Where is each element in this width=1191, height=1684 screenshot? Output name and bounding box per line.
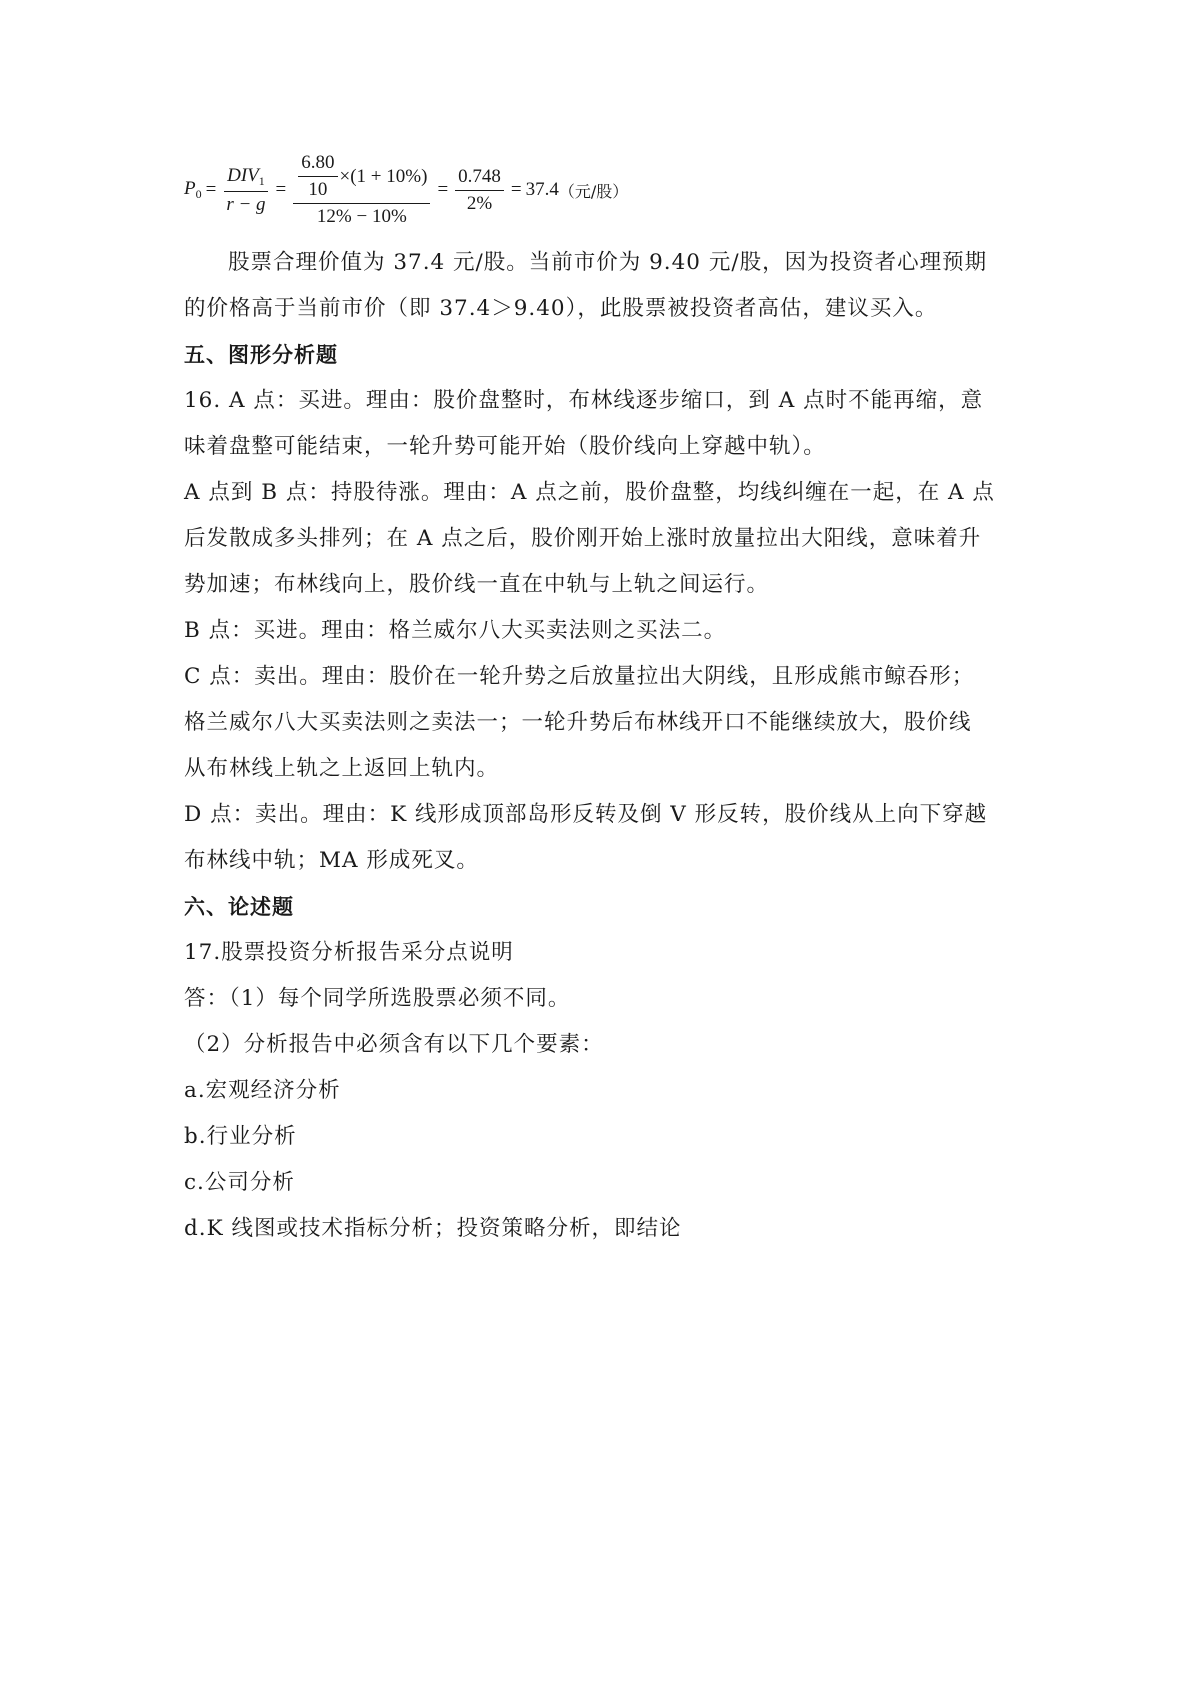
paragraph-line: （2）分析报告中必须含有以下几个要素： (184, 1032, 604, 1057)
paragraph-line: 后发散成多头排列；在 A 点之后，股价刚开始上涨时放量拉出大阳线，意味着升 (184, 526, 982, 551)
paragraph-line: A 点到 B 点：持股待涨。理由：A 点之前，股价盘整，均线纠缠在一起，在 A 点 (184, 480, 995, 505)
equals-sign: = (437, 179, 449, 200)
equals-sign: = (510, 179, 522, 200)
formula-result: 37.4 (525, 179, 559, 200)
paragraph-line: 势加速；布林线向上，股价线一直在中轨与上轨之间运行。 (184, 572, 770, 597)
dividend-formula (184, 150, 628, 230)
section-heading: 五、图形分析题 (184, 343, 338, 367)
fraction-0748-over-2pct: $\frac{0.748}{2\%}$ (455, 166, 504, 215)
equals-sign: = (205, 179, 217, 200)
list-item: d.K 线图或技术指标分析；投资策略分析，即结论 (184, 1216, 682, 1241)
paragraph-line: 16. A 点：买进。理由：股价盘整时，布林线逐步缩口，到 A 点时不能再缩，意 (184, 388, 984, 413)
paragraph-line: 答：（1）每个同学所选股票必须不同。 (184, 986, 571, 1011)
formula-unit: （元/股） (558, 181, 629, 201)
list-item: a.宏观经济分析 (184, 1078, 341, 1103)
fraction-div-over-rg: $\frac{DIV_1}{r - g}$ (223, 165, 268, 216)
list-item: b.行业分析 (184, 1124, 297, 1149)
paragraph-line: 股票合理价值为 37.4 元/股。当前市价为 9.40 元/股，因为投资者心理预期 (228, 250, 988, 275)
paragraph-line: 味着盘整可能结束，一轮升势可能开始（股价线向上穿越中轨）。 (184, 434, 826, 459)
equals-sign: = (275, 179, 287, 200)
list-item: c.公司分析 (184, 1170, 295, 1195)
paragraph-line: 布林线中轨；MA 形成死叉。 (184, 848, 479, 873)
fraction-680-over-10: $\frac{6.80}{10}$ (298, 152, 337, 201)
paragraph-line: 的价格高于当前市价（即 37.4＞9.40），此股票被投资者高估，建议买入。 (184, 296, 938, 321)
paragraph-line: 从布林线上轨之上返回上轨内。 (184, 756, 500, 781)
paragraph-line: D 点：卖出。理由：K 线形成顶部岛形反转及倒 V 形反转，股价线从上向下穿越 (184, 802, 988, 827)
section-heading: 六、论述题 (184, 895, 294, 919)
paragraph-line: 格兰威尔八大买卖法则之卖法一；一轮升势后布林线开口不能继续放大，股价线 (184, 710, 972, 735)
paragraph-line: C 点：卖出。理由：股价在一轮升势之后放量拉出大阴线，且形成熊市鲸吞形； (184, 664, 975, 689)
paragraph-line: 17.股票投资分析报告采分点说明 (184, 940, 514, 965)
formula-lhs: $P_0$ (184, 178, 202, 201)
paragraph-line: B 点：买进。理由：格兰威尔八大买卖法则之买法二。 (184, 618, 727, 643)
fraction-dividend-calc: $\frac{6.80}{10}$ × (1 + 10%) 12% − 10% (293, 152, 430, 228)
